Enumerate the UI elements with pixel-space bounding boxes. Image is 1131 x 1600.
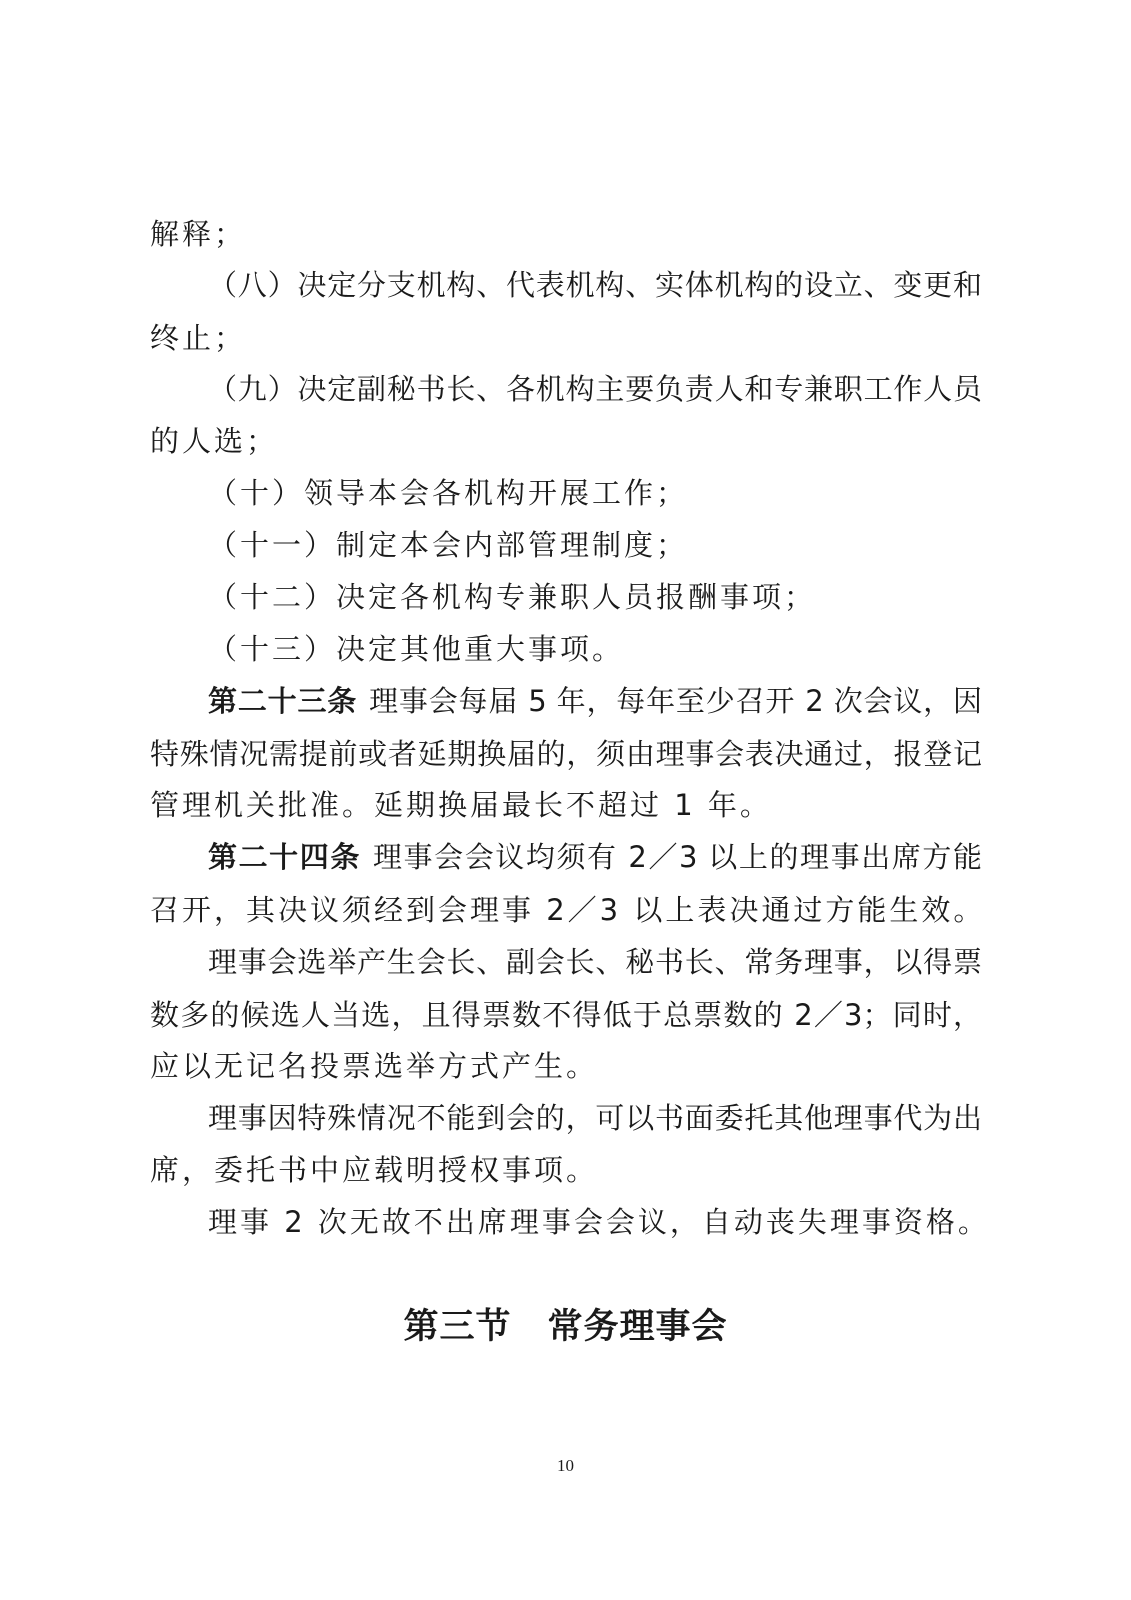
text-line: 解释；: [150, 217, 247, 251]
list-item-8: （八）决定分支机构、代表机构、实体机构的设立、变更和: [208, 268, 982, 302]
article-24-line-1: [208, 839, 982, 875]
list-item-13: （十三）决定其他重大事项。: [208, 632, 625, 666]
list-item-12: （十二）决定各机构专兼职人员报酬事项；: [208, 580, 817, 614]
article-23-text: 理事会每届 5 年，每年至少召开 2 次会议，因: [369, 684, 982, 718]
paragraph-line: 数多的候选人当选，且得票数不得低于总票数的 2／3；同时，: [150, 998, 982, 1032]
paragraph-line: 理事因特殊情况不能到会的，可以书面委托其他理事代为出: [208, 1101, 982, 1135]
text-line: 终止；: [150, 321, 247, 355]
paragraph-line: 应以无记名投票选举方式产生。: [150, 1049, 599, 1083]
list-item-11: （十一）制定本会内部管理制度；: [208, 528, 689, 562]
article-24-line-2: 召开，其决议须经到会理事 2／3 以上表决通过方能生效。: [150, 893, 986, 927]
article-24-label: 第二十四条: [208, 840, 361, 874]
list-item-10: （十）领导本会各机构开展工作；: [208, 476, 689, 510]
paragraph-line: 席，委托书中应载明授权事项。: [150, 1153, 599, 1187]
article-24-text: 理事会会议均须有 2／3 以上的理事出席方能: [372, 840, 982, 874]
page-number: 10: [557, 1456, 574, 1475]
text-line: 的人选；: [150, 424, 279, 458]
article-23-line-1: [208, 683, 982, 719]
article-23-line-3: 管理机关批准。延期换届最长不超过 1 年。: [150, 788, 772, 822]
article-23-line-2: 特殊情况需提前或者延期换届的，须由理事会表决通过，报登记: [150, 737, 982, 771]
list-item-9: （九）决定副秘书长、各机构主要负责人和专兼职工作人员: [208, 372, 982, 406]
article-23-label: 第二十三条: [208, 684, 358, 718]
section-title: 第三节 常务理事会: [403, 1306, 728, 1347]
paragraph-line: 理事会选举产生会长、副会长、秘书长、常务理事，以得票: [208, 945, 982, 979]
paragraph-line: 理事 2 次无故不出席理事会会议，自动丧失理事资格。: [208, 1205, 990, 1239]
